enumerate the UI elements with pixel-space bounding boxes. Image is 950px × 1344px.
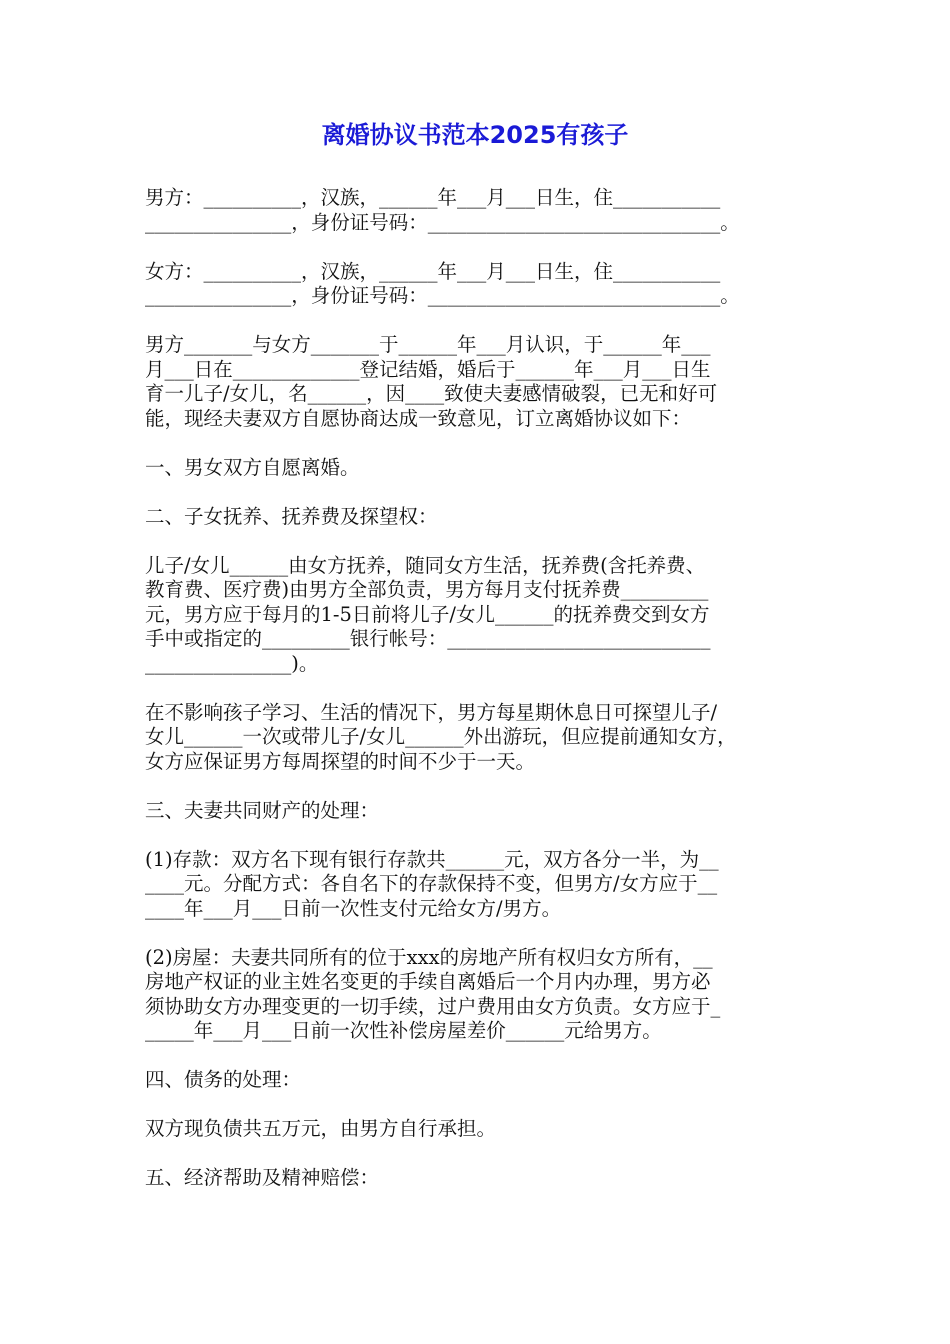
text-line: 房地产权证的业主姓名变更的手续自离婚后一个月内办理，男方必 xyxy=(145,970,711,993)
text-line: 须协助女方办理变更的一切手续，过户费用由女方负责。女方应于_ xyxy=(145,994,721,1018)
document-title: 离婚协议书范本2025有孩子 xyxy=(321,121,629,149)
paragraph xyxy=(145,799,815,824)
paragraph xyxy=(145,1166,815,1191)
text-line: 育一儿子/女儿，名______，因____致使夫妻感情破裂，已无和好可 xyxy=(145,382,718,405)
text-line: 手中或指定的_________银行帐号：___________________________ xyxy=(145,627,711,650)
paragraph xyxy=(145,701,815,775)
text-line: 女儿______一次或带儿子/女儿______外出游玩，但应提前通知女方， xyxy=(145,725,737,748)
text-line: 儿子/女儿______由女方抚养，随同女方生活，抚养费(含托养费、 xyxy=(145,553,706,577)
text-line: 男方：__________，汉族，______年___月___日生，住___________ xyxy=(145,186,721,209)
text-line: _______________)。 xyxy=(145,651,319,675)
paragraph xyxy=(145,946,815,1044)
text-line: 男方_______与女方_______于______年___月认识，于______年___ xyxy=(145,333,711,356)
text-line: _____年___月___日前一次性补偿房屋差价______元给男方。 xyxy=(145,1019,662,1042)
paragraph xyxy=(145,1117,815,1142)
paragraph xyxy=(145,186,815,235)
text-line: 元，男方应于每月的1-5日前将儿子/女儿______的抚养费交到女方 xyxy=(145,602,710,626)
text-line: (1)存款：双方名下现有银行存款共______元，双方各分一半，为__ xyxy=(145,847,719,871)
text-line: 女方应保证男方每周探望的时间不少于一天。 xyxy=(145,749,536,773)
paragraph xyxy=(145,1068,815,1093)
text-line: 二、子女抚养、抚养费及探望权： xyxy=(145,504,438,528)
text-line: 双方现负债共五万元，由男方自行承担。 xyxy=(145,1117,497,1140)
text-line: 五、经济帮助及精神赔偿： xyxy=(145,1166,380,1189)
text-line: (2)房屋：夫妻共同所有的位于xxx的房地产所有权归女方所有，__ xyxy=(145,945,713,969)
paragraph xyxy=(145,260,815,309)
text-line: 女方：__________，汉族，______年___月___日生，住___________ xyxy=(145,259,721,283)
text-line: 三、夫妻共同财产的处理： xyxy=(145,798,380,822)
paragraph xyxy=(145,554,815,677)
text-line: _______________，身份证号码：______________________________。 xyxy=(145,210,740,234)
paragraph xyxy=(145,456,815,481)
text-line: 一、男女双方自愿离婚。 xyxy=(145,455,360,479)
text-line: 月___日在_____________登记结婚，婚后于______年___月___日生 xyxy=(145,357,711,381)
paragraph xyxy=(145,848,815,922)
text-line: 能，现经夫妻双方自愿协商达成一致意见，订立离婚协议如下： xyxy=(145,406,692,430)
document-body xyxy=(145,186,815,1215)
text-line: _______________，身份证号码：______________________________。 xyxy=(145,284,740,307)
text-line: 四、债务的处理： xyxy=(145,1068,302,1091)
paragraph xyxy=(145,505,815,530)
text-line: ____元。分配方式：各自名下的存款保持不变，但男方/女方应于__ xyxy=(145,872,718,895)
text-line: ____年___月___日前一次性支付元给女方/男方。 xyxy=(145,896,562,920)
text-line: 在不影响孩子学习、生活的情况下，男方每星期休息日可探望儿子/ xyxy=(145,700,718,724)
text-line: 教育费、医疗费)由男方全部负责，男方每月支付抚养费_________ xyxy=(145,578,709,601)
paragraph xyxy=(145,333,815,431)
